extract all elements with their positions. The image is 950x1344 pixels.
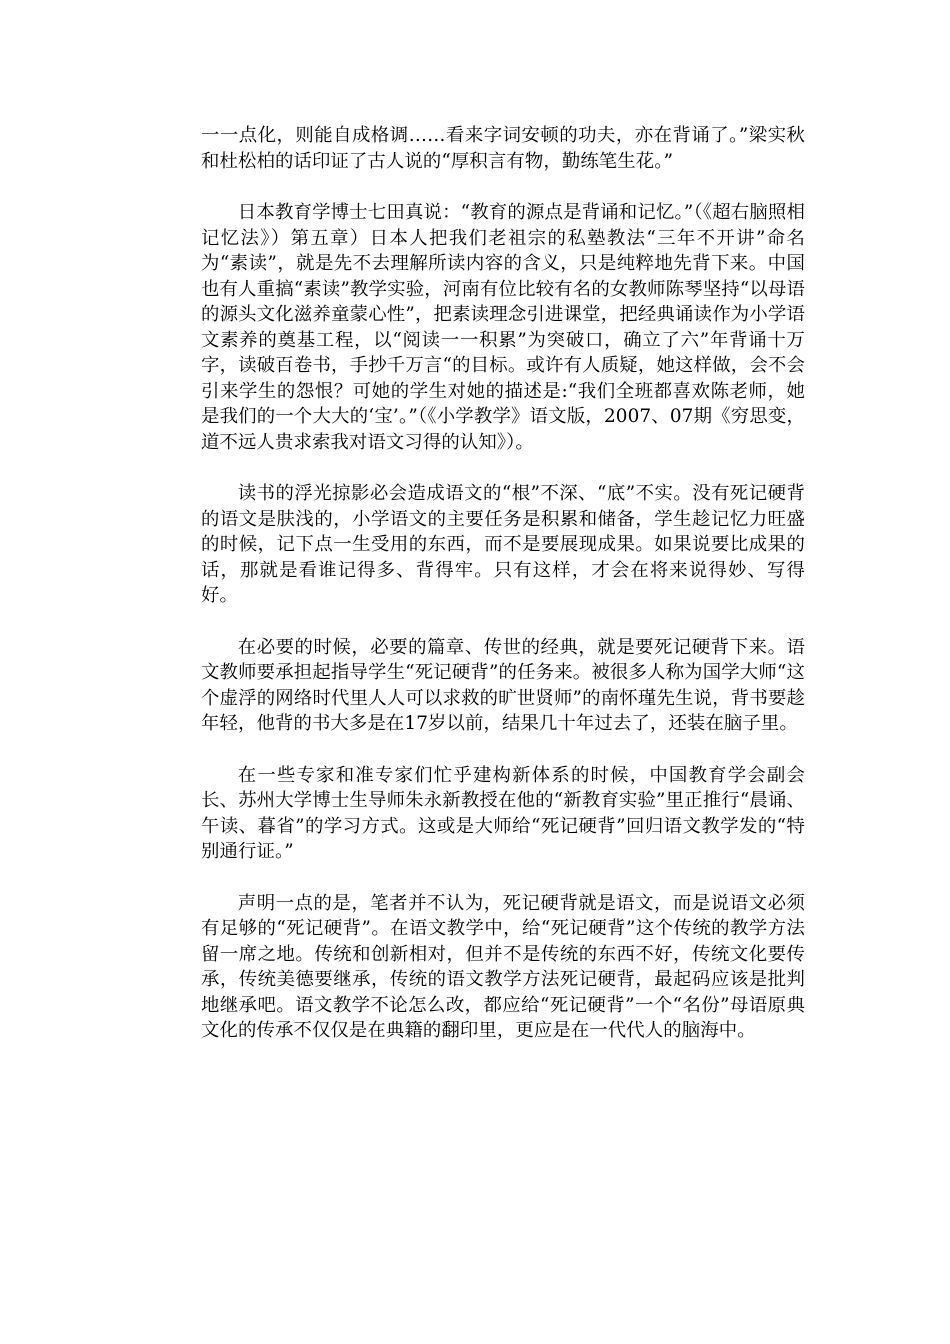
paragraph-5: 在一些专家和准专家们忙乎建构新体系的时候，中国教育学会副会长、苏州大学博士生导师朱永新教授在他的“新教育实验”里正推行“晨诵、午读、暮省”的学习方式。这或是大师给“死记硬背”回归语文教学发的“特别通行证。” xyxy=(201,764,805,862)
paragraph-4: 在必要的时候，必要的篇章、传世的经典，就是要死记硬背下来。语文教师要承担起指导学生“死记硬背”的任务来。被很多人称为国学大师“这个虚浮的网络时代里人人可以求救的旷世贤师”的南怀瑾先生说，背书要趁年轻，他背的书大多是在17岁以前，结果几十年过去了，还装在脑子里。 xyxy=(201,636,805,734)
paragraph-6: 声明一点的是，笔者并不认为，死记硬背就是语文，而是说语文必须有足够的“死记硬背”。在语文教学中，给“死记硬背”这个传统的教学方法留一席之地。传统和创新相对，但并不是传统的东西不好，传统文化要传承，传统美德要继承，传统的语文教学方法死记硬背，最起码应该是批判地继承吧。语文教学不论怎么改，都应给“死记硬背”一个“名份”母语原典文化的传承不仅仅是在典籍的翻印里，更应是在一代代人的脑海中。 xyxy=(201,892,805,1041)
article-body xyxy=(201,123,805,1044)
paragraph-3: 读书的浮光掠影必会造成语文的“根”不深、“底”不实。没有死记硬背的语文是肤浅的，小学语文的主要任务是积累和储备，学生趁记忆力旺盛的时候，记下点一生受用的东西，而不是要展现成果。如果说要比成果的话，那就是看谁记得多、背得牢。只有这样，才会在将来说得妙、写得好。 xyxy=(201,483,805,606)
paragraph-2: 日本教育学博士七田真说：“教育的源点是背诵和记忆。”（《超右脑照相记忆法》）第五章）日本人把我们老祖宗的私塾教法“三年不开讲”命名为“素读”，就是先不去理解所读内容的含义，只是纯粹地先背下来。中国也有人重搞“素读”教学实验，河南有位比较有名的女教师陈琴坚持“以母语的源头文化滋养童蒙心性”，把素读理念引进课堂，把经典诵读作为小学语文素养的奠基工程，以“阅读一一积累”为突破口，确立了六”年背诵十万字，读破百卷书，手抄千万言“的目标。或许有人质疑，她这样做，会不会引来学生的怨恨？可她的学生对她的描述是:“我们全班都喜欢陈老师，她是我们的一个大大的‘宝’。”（《小学教学》语文版，2007、07期《穷思变，道不远人贵求索我对语文习得的认知》）。 xyxy=(201,202,805,453)
paragraph-1: 一一点化，则能自成格调……看来字词安顿的功夫，亦在背诵了。”梁实秋和杜松柏的话印证了古人说的“厚积言有物，勤练笔生花。” xyxy=(201,125,805,172)
